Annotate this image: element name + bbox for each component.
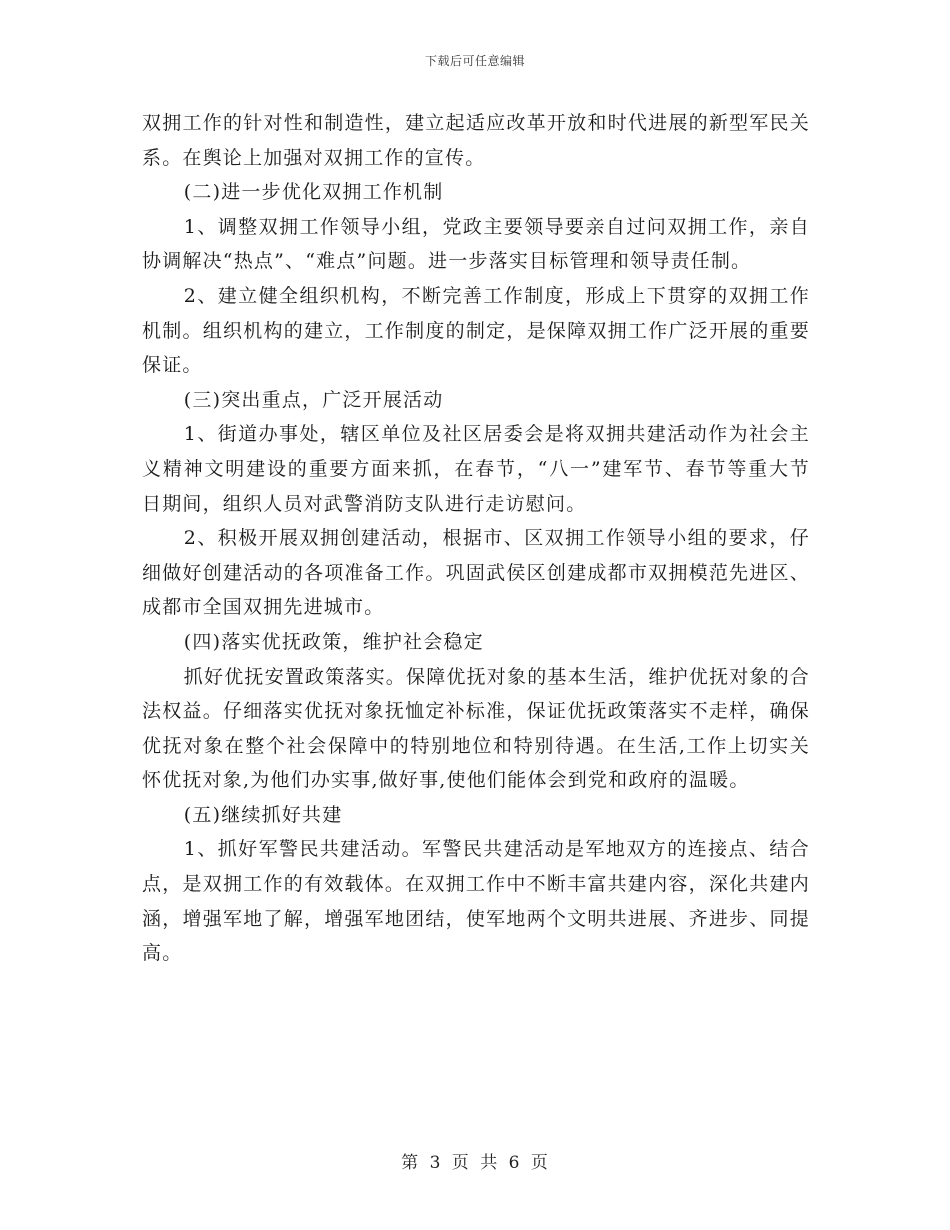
section-heading-5: (五)继续抓好共建	[183, 803, 343, 826]
page-header: 下载后可任意编辑	[424, 54, 525, 68]
section-heading-3: (三)突出重点，广泛开展活动	[183, 388, 444, 411]
section-heading-2: (二)进一步优化双拥工作机制	[183, 181, 444, 204]
paragraph-3-1: 1、街道办事处，辖区单位及社区居委会是将双拥共建活动作为社会主义精神文明建设的重要方面来抓，在春节，“八一”建军节、春节等重大节日期间，组织人员对武警消防支队进行走访慰问。	[142, 423, 810, 515]
paragraph-3-2: 2、积极开展双拥创建活动，根据市、区双拥工作领导小组的要求，仔细做好创建活动的各项准备工作。巩固武侯区创建成都市双拥模范先进区、成都市全国双拥先进城市。	[142, 527, 810, 619]
paragraph-4-1: 抓好优抚安置政策落实。保障优抚对象的基本生活，维护优抚对象的合法权益。仔细落实优抚对象抚恤定补标准，保证优抚政策落实不走样，确保优抚对象在整个社会保障中的特别地位和特别待遇。在生活,工作上切实关怀优抚对象,为他们办实事,做好事,使他们能体会到党和政府的温暖。	[142, 665, 810, 792]
paragraph-1: 双拥工作的针对性和制造性，建立起适应改革开放和时代进展的新型军民关系。在舆论上加强对双拥工作的宣传。	[142, 112, 810, 169]
page-number: 第 3 页 共 6 页	[401, 1153, 549, 1173]
section-heading-4: (四)落实优抚政策，维护社会稳定	[183, 630, 484, 653]
document-body	[142, 106, 810, 971]
paragraph-2-1: 1、调整双拥工作领导小组，党政主要领导要亲自过问双拥工作，亲自协调解决“热点”、“难点”问题。进一步落实目标管理和领导责任制。	[142, 215, 810, 273]
paragraph-5-1: 1、抓好军警民共建活动。军警民共建活动是军地双方的连接点、结合点，是双拥工作的有效载体。在双拥工作中不断丰富共建内容，深化共建内涵，增强军地了解，增强军地团结，使军地两个文明共进展、齐进步、同提高。	[142, 838, 810, 965]
paragraph-2-2: 2、建立健全组织机构，不断完善工作制度，形成上下贯穿的双拥工作机制。组织机构的建立，工作制度的制定，是保障双拥工作广泛开展的重要保证。	[142, 284, 810, 377]
